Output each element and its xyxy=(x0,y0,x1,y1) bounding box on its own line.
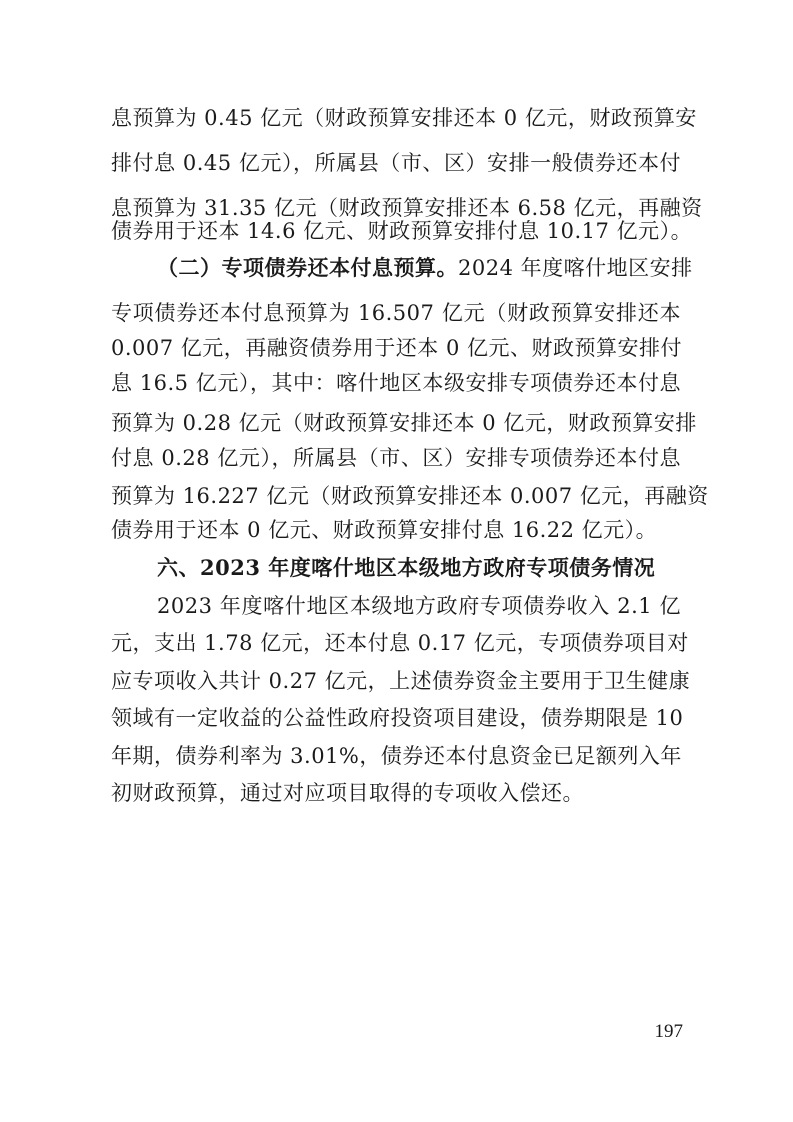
paragraph-line: 债券用于还本 0 亿元、财政预算安排付息 16.22 亿元）。 xyxy=(111,518,658,542)
paragraph-line: 息预算为 31.35 亿元（财政预算安排还本 6.58 亿元，再融资 xyxy=(111,196,703,220)
paragraph-line: 债券用于还本 14.6 亿元、财政预算安排付息 10.17 亿元）。 xyxy=(111,219,693,243)
paragraph-line: 专项债券还本付息预算为 16.507 亿元（财政预算安排还本 xyxy=(111,301,681,325)
paragraph-line: 0.007 亿元，再融资债券用于还本 0 亿元、财政预算安排付 xyxy=(111,336,683,360)
paragraph-line-with-heading xyxy=(157,250,693,286)
paragraph-line: 预算为 16.227 亿元（财政预算安排还本 0.007 亿元，再融资 xyxy=(111,484,709,508)
paragraph-line: 领域有一定收益的公益性政府投资项目建设，债券期限是 10 xyxy=(111,706,684,730)
paragraph-line: 初财政预算，通过对应项目取得的专项收入偿还。 xyxy=(111,781,584,805)
paragraph-text: 2024 年度喀什地区安排 xyxy=(458,256,693,280)
paragraph-line: 排付息 0.45 亿元），所属县（市、区）安排一般债券还本付 xyxy=(111,151,681,175)
subsection-heading: （二）专项债券还本付息预算。 xyxy=(157,255,458,280)
paragraph-line: 元，支出 1.78 亿元，还本付息 0.17 亿元，专项债券项目对 xyxy=(111,631,689,655)
paragraph-line: 年期，债券利率为 3.01%，债券还本付息资金已足额列入年 xyxy=(111,744,682,768)
section-title: 六、2023 年度喀什地区本级地方政府专项债务情况 xyxy=(157,555,656,580)
paragraph-line: 付息 0.28 亿元），所属县（市、区）安排专项债券还本付息 xyxy=(111,446,681,470)
page-number: 197 xyxy=(654,1021,683,1042)
paragraph-line: 应专项收入共计 0.27 亿元，上述债券资金主要用于卫生健康 xyxy=(111,669,691,693)
paragraph-line: 预算为 0.28 亿元（财政预算安排还本 0 亿元，财政预算安排 xyxy=(111,411,697,435)
paragraph-line: 2023 年度喀什地区本级地方政府专项债券收入 2.1 亿 xyxy=(157,594,681,618)
paragraph-line: 息预算为 0.45 亿元（财政预算安排还本 0 亿元，财政预算安 xyxy=(111,106,697,130)
paragraph-line: 息 16.5 亿元），其中：喀什地区本级安排专项债券还本付息 xyxy=(111,371,681,395)
